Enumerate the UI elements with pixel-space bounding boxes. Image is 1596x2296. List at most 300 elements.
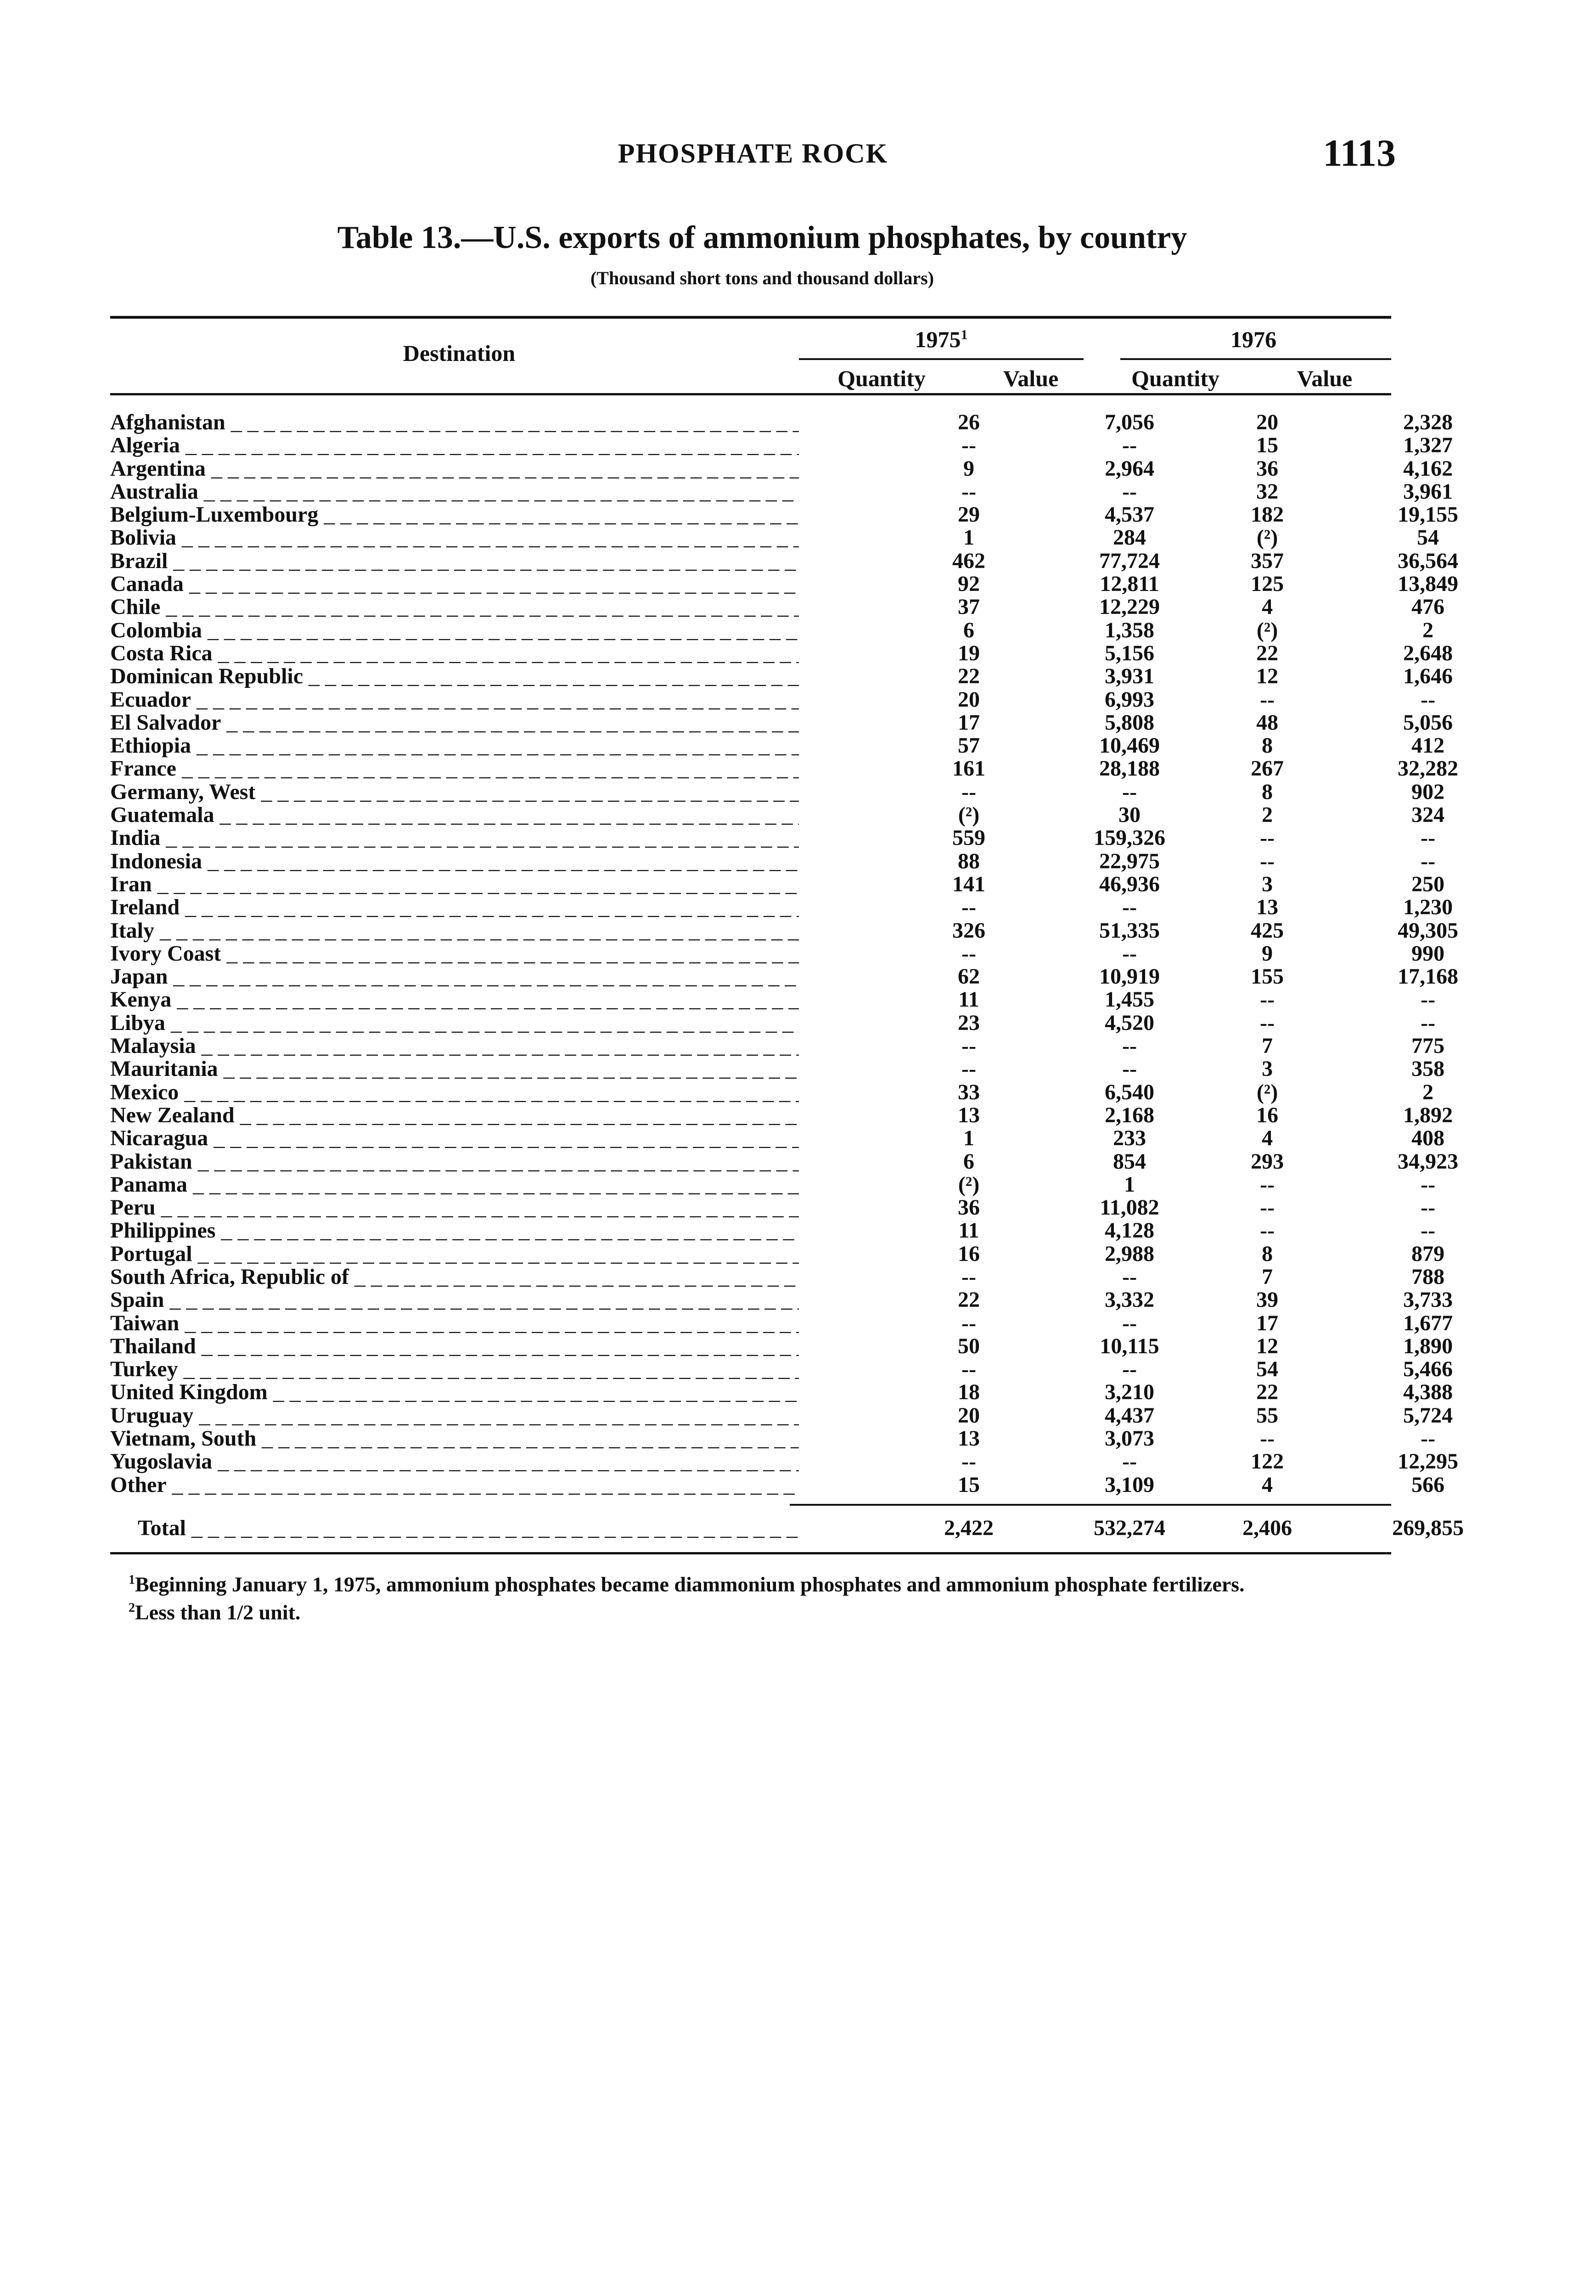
table-row [110, 1103, 1453, 1127]
quantity-1976-cell: (²) [1256, 618, 1278, 642]
country-name: Vietnam, South _ _ _ [110, 1427, 799, 1450]
quantity-1975-cell: (²) [958, 1172, 980, 1197]
value-1975-cell: 3,073 [1105, 1426, 1154, 1451]
value-1976-cell: 2,328 [1403, 410, 1453, 434]
quantity-1976-cell: -- [1260, 1218, 1275, 1243]
year1-rule [799, 358, 1084, 360]
quantity-1976-cell: 39 [1256, 1288, 1278, 1312]
year-1976-header: 1976 [1231, 326, 1276, 352]
quantity-1975-cell: -- [961, 1311, 976, 1335]
value-1975-cell: 4,520 [1105, 1010, 1154, 1035]
quantity-1975-cell: 33 [958, 1080, 980, 1104]
value-1975-cell: 3,210 [1105, 1380, 1154, 1405]
quantity-1975-cell: 26 [958, 410, 980, 434]
quantity-1976-cell: -- [1260, 987, 1275, 1012]
value-1976-cell: 566 [1411, 1472, 1444, 1497]
quantity-1975-cell: 141 [952, 872, 985, 896]
country-name: Spain _ _ _ [110, 1289, 799, 1311]
running-header: PHOSPHATE ROCK [618, 138, 888, 169]
value-1975-cell: 28,188 [1099, 756, 1160, 781]
country-name: South Africa, Republic of _ _ _ [110, 1266, 799, 1289]
total-label: Total _ _ _ [138, 1515, 799, 1541]
table-row [110, 548, 1458, 573]
table-row [110, 1034, 1444, 1058]
country-name: Pakistan _ _ _ [110, 1150, 799, 1173]
table-row [110, 1357, 1453, 1382]
quantity-1975-cell: 36 [958, 1195, 980, 1220]
country-name: Taiwan _ _ _ [110, 1312, 799, 1335]
value-1975-cell: 46,936 [1099, 872, 1160, 896]
quantity-1976-cell: 4 [1262, 1126, 1273, 1151]
value-1975-cell: -- [1122, 1057, 1137, 1081]
value-1976-cell: 250 [1411, 872, 1444, 896]
quantity-1975-cell: 22 [958, 664, 980, 689]
table-row [110, 803, 1444, 827]
value-1976-cell: 36,564 [1398, 548, 1458, 573]
country-name: Italy _ _ _ [110, 919, 799, 942]
table-row [110, 1449, 1458, 1474]
value-1975-cell: -- [1122, 479, 1137, 504]
country-name: Ivory Coast _ _ _ [110, 942, 799, 965]
table-row [110, 1172, 1435, 1197]
value-1975-cell: 5,156 [1105, 641, 1154, 665]
quantity-1976-cell: 54 [1256, 1357, 1278, 1382]
value-1975-cell: 4,128 [1105, 1218, 1154, 1243]
quantity-1975-cell: 18 [958, 1380, 980, 1405]
year2-rule [1120, 358, 1391, 360]
table-row [110, 433, 1453, 458]
quantity-1976-cell: -- [1260, 849, 1275, 873]
quantity-1975-cell: 11 [958, 987, 979, 1012]
table-row [110, 1010, 1435, 1035]
value-1975-cell: 22,975 [1099, 849, 1160, 873]
value-1975-cell: 1 [1124, 1172, 1135, 1197]
country-name: Uruguay _ _ _ [110, 1404, 799, 1427]
country-name: United Kingdom _ _ _ [110, 1381, 799, 1404]
quantity-1975-cell: 1 [963, 525, 974, 550]
value-1976-cell: 13,849 [1398, 572, 1458, 597]
country-name: Chile _ _ _ [110, 596, 799, 619]
country-name: Algeria _ _ _ [110, 434, 799, 457]
table-row [110, 1195, 1435, 1220]
quantity-1976-cell: 3 [1262, 872, 1273, 896]
quantity-1975-cell: 462 [952, 548, 985, 573]
quantity-1975-cell: 50 [958, 1334, 980, 1358]
value-1976-cell: 2,648 [1403, 641, 1453, 665]
country-name: New Zealand _ _ _ [110, 1104, 799, 1127]
footnotes [106, 1568, 1387, 1625]
country-name: Panama _ _ _ [110, 1173, 799, 1196]
table-title: Table 13.—U.S. exports of ammonium phosphates, by country [337, 220, 1187, 255]
value-1975-cell: 10,115 [1100, 1334, 1159, 1358]
quantity-1976-cell: 7 [1262, 1034, 1273, 1058]
footnote-2-mark: 2 [129, 1601, 135, 1615]
country-name: Dominican Republic _ _ _ [110, 665, 799, 688]
country-name: Portugal _ _ _ [110, 1243, 799, 1266]
table-row [110, 687, 1435, 712]
value-1976-cell: 2 [1422, 1080, 1433, 1104]
quantity-1976-cell: 2 [1262, 803, 1273, 827]
quantity-1976-cell: -- [1260, 687, 1275, 712]
value-1975-cell: -- [1122, 1034, 1137, 1058]
country-name: Australia _ _ _ [110, 480, 799, 503]
value-1975-cell: 51,335 [1099, 918, 1160, 943]
table-row [110, 641, 1453, 665]
country-name: Ecuador _ _ _ [110, 688, 799, 711]
quantity-1976-cell: -- [1260, 1426, 1275, 1451]
quantity-1976-cell: 4 [1262, 595, 1273, 619]
country-name: Turkey _ _ _ [110, 1358, 799, 1381]
country-name: Belgium-Luxembourg _ _ _ [110, 503, 799, 526]
country-name: Germany, West _ _ _ [110, 781, 799, 804]
value-1975-cell: 11,082 [1100, 1195, 1159, 1220]
table-row [110, 1218, 1435, 1243]
quantity-1976-header: Quantity [1131, 366, 1219, 391]
value-1976-cell: 476 [1411, 595, 1444, 619]
country-name: Argentina _ _ _ [110, 457, 799, 480]
value-1976-cell: -- [1421, 1195, 1435, 1220]
table-row [110, 1149, 1458, 1174]
table-row [110, 872, 1444, 896]
table-row [110, 1241, 1444, 1266]
quantity-1976-cell: 293 [1251, 1149, 1284, 1174]
value-1976-cell: 19,155 [1398, 502, 1458, 527]
quantity-1976-cell: 9 [1262, 941, 1273, 966]
value-1975-cell: 12,229 [1099, 595, 1160, 619]
value-1975-cell: 3,332 [1105, 1288, 1154, 1312]
value-1976-cell: 1,677 [1403, 1311, 1453, 1335]
table-top-rule [110, 316, 1391, 319]
quantity-1975-cell: -- [961, 433, 976, 458]
quantity-1976-cell: 267 [1251, 756, 1284, 781]
quantity-1975-cell: 62 [958, 964, 980, 989]
quantity-1975-cell: -- [961, 1449, 976, 1474]
value-1976-cell: 358 [1411, 1057, 1444, 1081]
quantity-1975-cell: (²) [958, 803, 980, 827]
table-row [110, 1126, 1444, 1151]
country-name: Thailand _ _ _ [110, 1335, 799, 1358]
country-name: Kenya _ _ _ [110, 988, 799, 1011]
country-name: Ethiopia _ _ _ [110, 734, 799, 757]
value-1975-cell: 4,537 [1105, 502, 1154, 527]
value-1976-cell: 3,733 [1403, 1288, 1453, 1312]
quantity-1976-cell: 357 [1251, 548, 1284, 573]
quantity-1976-cell: 182 [1251, 502, 1284, 527]
quantity-1976-cell: 12 [1256, 1334, 1278, 1358]
table-row [110, 710, 1453, 735]
country-name: Libya _ _ _ [110, 1012, 799, 1035]
quantity-1975-cell: 17 [958, 710, 980, 735]
value-1975-cell: 1,358 [1105, 618, 1154, 642]
value-1976-cell: 4,388 [1403, 1380, 1453, 1405]
table-row [110, 1288, 1453, 1312]
value-1976-cell: 3,961 [1403, 479, 1453, 504]
value-1976-cell: -- [1421, 1172, 1435, 1197]
value-1975-cell: 6,993 [1105, 687, 1154, 712]
value-1975-cell: 5,808 [1105, 710, 1154, 735]
destination-header: Destination [403, 340, 516, 366]
value-1976-cell: 49,305 [1398, 918, 1458, 943]
quantity-1975-cell: 13 [958, 1103, 980, 1127]
table-row [110, 618, 1433, 642]
value-1976-cell: 5,056 [1403, 710, 1453, 735]
country-name: Indonesia _ _ _ [110, 850, 799, 873]
value-1975-cell: 77,724 [1099, 548, 1160, 573]
quantity-1975-cell: 9 [963, 456, 974, 481]
quantity-1975-cell: 20 [958, 687, 980, 712]
quantity-1975-cell: 15 [958, 1472, 980, 1497]
quantity-1975-cell: -- [961, 941, 976, 966]
quantity-1975-cell: 22 [958, 1288, 980, 1312]
table-row [110, 525, 1439, 550]
header-bottom-rule [110, 393, 1391, 395]
quantity-1975-cell: -- [961, 479, 976, 504]
value-1975-cell: -- [1122, 1264, 1137, 1289]
quantity-1975-cell: 20 [958, 1403, 980, 1428]
table-row [110, 941, 1444, 966]
value-1976-cell: 775 [1411, 1034, 1444, 1058]
quantity-1975-cell: -- [961, 1357, 976, 1382]
value-1976-cell: 412 [1411, 733, 1444, 758]
country-name: Mexico _ _ _ [110, 1081, 799, 1104]
table-row [110, 779, 1444, 804]
quantity-1976-cell: -- [1260, 1172, 1275, 1197]
quantity-1975-cell: -- [961, 895, 976, 920]
value-1976-cell: -- [1421, 826, 1435, 850]
total-value-1976: 269,855 [1392, 1516, 1464, 1540]
country-name: Costa Rica _ _ _ [110, 642, 799, 665]
table-row [110, 1380, 1453, 1405]
year-1975-label: 1975 [915, 326, 961, 352]
quantity-1975-cell: -- [961, 1057, 976, 1081]
value-1975-cell: 2,988 [1105, 1241, 1154, 1266]
country-name: Afghanistan _ _ _ [110, 411, 799, 434]
footnote-1-text: Beginning January 1, 1975, ammonium phosphates became diammonium phosphates and ammonium phosphate fertilizers. [135, 1572, 1245, 1596]
value-1976-cell: 2 [1422, 618, 1433, 642]
quantity-1975-cell: 11 [958, 1218, 979, 1243]
value-1975-cell: 3,109 [1105, 1472, 1154, 1497]
quantity-1976-cell: 36 [1256, 456, 1278, 481]
value-1976-cell: 879 [1411, 1241, 1444, 1266]
quantity-1976-cell: 15 [1256, 433, 1278, 458]
quantity-1976-cell: 22 [1256, 1380, 1278, 1405]
value-1975-cell: -- [1122, 941, 1137, 966]
quantity-1976-cell: 32 [1256, 479, 1278, 504]
table-row [110, 1057, 1444, 1081]
value-1976-cell: 1,646 [1403, 664, 1453, 689]
value-1975-cell: 12,811 [1100, 572, 1159, 597]
value-1976-cell: -- [1421, 987, 1435, 1012]
total-value-1975: 532,274 [1094, 1516, 1165, 1540]
value-1976-cell: -- [1421, 1010, 1435, 1035]
total-quantity-1975: 2,422 [944, 1516, 994, 1540]
table-row [110, 1403, 1453, 1428]
value-1976-cell: -- [1421, 1426, 1435, 1451]
table-row [110, 849, 1435, 873]
table-row [110, 502, 1458, 527]
value-1976-cell: 32,282 [1398, 756, 1458, 781]
value-1976-cell: -- [1421, 1218, 1435, 1243]
value-1976-cell: 5,724 [1403, 1403, 1453, 1428]
quantity-1976-cell: (²) [1256, 1080, 1278, 1104]
quantity-1976-cell: (²) [1256, 525, 1278, 550]
value-1976-cell: 1,892 [1403, 1103, 1453, 1127]
table-row [110, 733, 1444, 758]
quantity-1975-cell: 161 [952, 756, 985, 781]
quantity-1976-cell: -- [1260, 1195, 1275, 1220]
table-subtitle: (Thousand short tons and thousand dollars) [590, 268, 934, 288]
value-1976-cell: 902 [1411, 779, 1444, 804]
country-name: India _ _ _ [110, 827, 799, 850]
value-1975-cell: 6,540 [1105, 1080, 1154, 1104]
footnote-1-mark: 1 [129, 1573, 135, 1587]
quantity-1975-cell: -- [961, 1034, 976, 1058]
footnote-1 [106, 1568, 1387, 1596]
country-name: El Salvador _ _ _ [110, 711, 799, 734]
footnote-2 [106, 1596, 1387, 1624]
country-name: France _ _ _ [110, 757, 799, 780]
value-1975-cell: 4,437 [1105, 1403, 1154, 1428]
value-1975-header: Value [1003, 366, 1059, 391]
table-row [110, 479, 1453, 504]
quantity-1975-cell: 37 [958, 595, 980, 619]
value-1975-cell: 233 [1113, 1126, 1146, 1151]
table-row [110, 1472, 1444, 1497]
country-name: Bolivia _ _ _ [110, 526, 799, 549]
page-number: 1113 [1323, 132, 1396, 174]
value-1976-cell: 34,923 [1398, 1149, 1458, 1174]
value-1976-cell: 4,162 [1403, 456, 1453, 481]
value-1976-cell: 990 [1411, 941, 1444, 966]
table-row [110, 456, 1453, 481]
quantity-1976-cell: 22 [1256, 641, 1278, 665]
quantity-1975-cell: 88 [958, 849, 980, 873]
quantity-1975-cell: -- [961, 779, 976, 804]
quantity-1976-cell: 13 [1256, 895, 1278, 920]
quantity-1976-cell: 122 [1251, 1449, 1284, 1474]
value-1976-cell: 408 [1411, 1126, 1444, 1151]
quantity-1975-cell: 559 [952, 826, 985, 850]
value-1975-cell: 2,168 [1105, 1103, 1154, 1127]
country-name: Ireland _ _ _ [110, 896, 799, 919]
country-name: Colombia _ _ _ [110, 619, 799, 642]
value-1975-cell: -- [1122, 779, 1137, 804]
table-body [110, 410, 1458, 1497]
value-1975-cell: 3,931 [1105, 664, 1154, 689]
value-1975-cell: -- [1122, 433, 1137, 458]
quantity-1975-cell: 16 [958, 1241, 980, 1266]
value-1975-cell: 1,455 [1105, 987, 1154, 1012]
country-name: Mauritania _ _ _ [110, 1058, 799, 1080]
quantity-1976-cell: 8 [1262, 1241, 1273, 1266]
value-1976-cell: 788 [1411, 1264, 1444, 1289]
quantity-1976-cell: -- [1260, 1010, 1275, 1035]
value-1975-cell: -- [1122, 1357, 1137, 1382]
table-row [110, 595, 1444, 619]
value-1975-cell: 159,326 [1094, 826, 1165, 850]
country-name: Guatemala _ _ _ [110, 804, 799, 827]
quantity-1976-cell: 8 [1262, 779, 1273, 804]
value-1975-cell: 284 [1113, 525, 1146, 550]
footnote-2-text: Less than 1/2 unit. [135, 1600, 301, 1624]
value-1976-cell: 17,168 [1398, 964, 1458, 989]
quantity-1976-cell: 125 [1251, 572, 1284, 597]
value-1975-cell: -- [1122, 1449, 1137, 1474]
quantity-1976-cell: 55 [1256, 1403, 1278, 1428]
quantity-1975-cell: 92 [958, 572, 980, 597]
country-name: Other _ _ _ [110, 1474, 799, 1497]
table-row [110, 664, 1453, 689]
quantity-1976-cell: -- [1260, 826, 1275, 850]
quantity-1975-cell: 326 [952, 918, 985, 943]
value-1976-cell: -- [1421, 687, 1435, 712]
value-1975-cell: -- [1122, 895, 1137, 920]
quantity-1976-cell: 155 [1251, 964, 1284, 989]
quantity-1975-cell: 13 [958, 1426, 980, 1451]
value-1976-cell: 324 [1411, 803, 1444, 827]
value-1975-cell: 10,469 [1099, 733, 1160, 758]
value-1975-cell: -- [1122, 1311, 1137, 1335]
year-1975-header [872, 326, 1010, 353]
country-name: Yugoslavia _ _ _ [110, 1450, 799, 1473]
table-bottom-rule [110, 1552, 1391, 1554]
table-row [110, 410, 1453, 434]
value-1976-cell: 1,890 [1403, 1334, 1453, 1358]
table-row [110, 987, 1435, 1012]
table-row [110, 964, 1458, 989]
table-row [110, 1264, 1444, 1289]
quantity-1975-cell: 6 [963, 618, 974, 642]
quantity-1976-cell: 3 [1262, 1057, 1273, 1081]
country-name: Philippines _ _ _ [110, 1219, 799, 1242]
country-name: Japan _ _ _ [110, 965, 799, 988]
value-1975-cell: 10,919 [1099, 964, 1160, 989]
quantity-1975-cell: 6 [963, 1149, 974, 1174]
value-1976-cell: 5,466 [1403, 1357, 1453, 1382]
table-row [110, 1334, 1453, 1358]
value-1976-header: Value [1297, 366, 1353, 391]
country-name: Brazil _ _ _ [110, 550, 799, 573]
value-1975-cell: 30 [1118, 803, 1141, 827]
total-rule [790, 1504, 1391, 1506]
quantity-1976-cell: 20 [1256, 410, 1278, 434]
quantity-1975-cell: 19 [958, 641, 980, 665]
quantity-1975-cell: -- [961, 1264, 976, 1289]
table-row [110, 826, 1435, 850]
quantity-1975-cell: 57 [958, 733, 980, 758]
country-name: Nicaragua _ _ _ [110, 1127, 799, 1150]
value-1975-cell: 7,056 [1105, 410, 1154, 434]
year-1975-footnote-mark: 1 [961, 327, 968, 343]
table-row [110, 1311, 1453, 1335]
table-row [110, 572, 1458, 597]
value-1975-cell: 854 [1113, 1149, 1146, 1174]
value-1976-cell: 1,327 [1403, 433, 1453, 458]
quantity-1976-cell: 17 [1256, 1311, 1278, 1335]
quantity-1975-cell: 1 [963, 1126, 974, 1151]
quantity-1976-cell: 4 [1262, 1472, 1273, 1497]
total-quantity-1976: 2,406 [1242, 1516, 1292, 1540]
quantity-1976-cell: 425 [1251, 918, 1284, 943]
quantity-1975-cell: 29 [958, 502, 980, 527]
table-row [110, 918, 1458, 943]
country-name: Malaysia _ _ _ [110, 1035, 799, 1058]
table-row [110, 895, 1453, 920]
value-1976-cell: 12,295 [1398, 1449, 1458, 1474]
quantity-1975-header: Quantity [837, 366, 926, 391]
value-1975-cell: 2,964 [1105, 456, 1154, 481]
country-name: Canada _ _ _ [110, 573, 799, 596]
